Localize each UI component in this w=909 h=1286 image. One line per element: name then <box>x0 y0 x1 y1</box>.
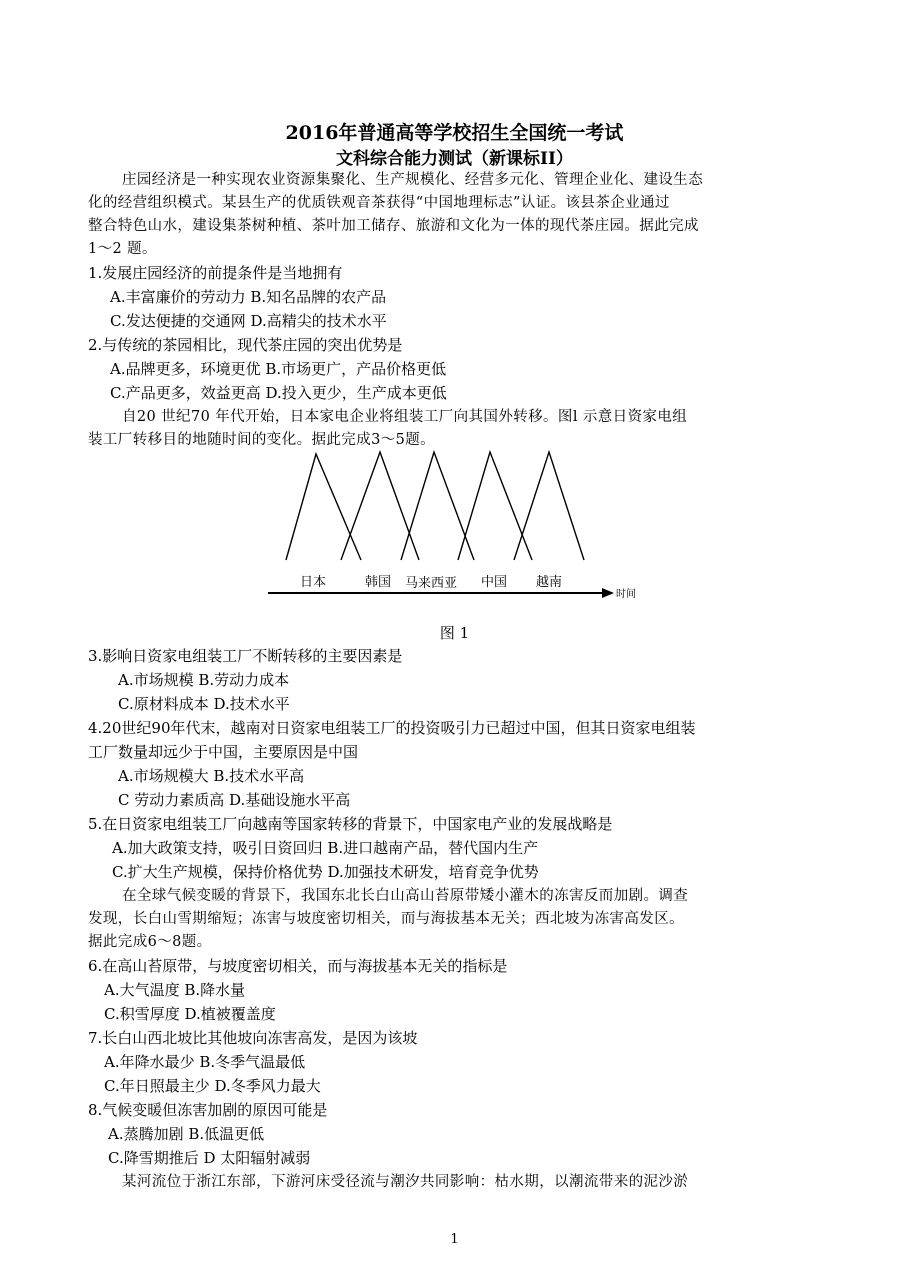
question-2-options-cd: C.产品更多，效益更高 D.投入更少，生产成本更低 <box>110 384 447 402</box>
country-label-malaysia: 马来西亚 <box>405 576 458 591</box>
question-3-options-cd: C.原材料成本 D.技术水平 <box>118 695 290 713</box>
question-1-stem: 1.发展庄园经济的前提条件是当地拥有 <box>88 264 343 282</box>
question-6-options-ab: A.大气温度 B.降水量 <box>104 981 246 999</box>
time-axis-arrow-icon <box>602 588 614 598</box>
triangle-japan <box>286 454 361 560</box>
exam-title: 2016年普通高等学校招生全国统一考试 <box>285 122 624 144</box>
question-5-options-ab: A.加大政策支持，吸引日资回归 B.进口越南产品，替代国内生产 <box>112 839 539 857</box>
question-2-options-ab: A.品牌更多，环境更优 B.市场更广，产品价格更低 <box>110 360 447 378</box>
time-axis-label: 时间 <box>616 589 636 600</box>
question-4-options-cd: C 劳动力素质高 D.基础设施水平高 <box>118 791 351 809</box>
country-label-china: 中国 <box>481 575 508 590</box>
passage2-line: 装工厂转移目的地随时间的变化。据此完成3～5题。 <box>88 432 436 448</box>
question-8-options-cd: C.降雪期推后 D 太阳辐射减弱 <box>108 1149 311 1167</box>
question-7-options-ab: A.年降水最少 B.冬季气温最低 <box>104 1053 306 1071</box>
question-6-options-cd: C.积雪厚度 D.植被覆盖度 <box>104 1005 276 1023</box>
question-4-stem-cont: 工厂数量却远少于中国，主要原因是中国 <box>88 743 359 761</box>
country-label-korea: 韩国 <box>365 575 392 590</box>
question-4-options-ab: A.市场规模大 B.技术水平高 <box>118 767 305 785</box>
question-3-stem: 3.影响日资家电组装工厂不断转移的主要因素是 <box>88 647 403 665</box>
question-8-options-ab: A.蒸腾加剧 B.低温更低 <box>108 1125 265 1143</box>
exam-subtitle: 文科综合能力测试（新课标II） <box>336 149 573 169</box>
triangle-china <box>458 452 532 560</box>
passage1-line: 1～2 题。 <box>88 241 157 257</box>
question-8-stem: 8.气候变暖但冻害加剧的原因可能是 <box>88 1101 328 1119</box>
question-1-options-ab: A.丰富廉价的劳动力 B.知名品牌的农产品 <box>110 288 387 306</box>
country-label-japan: 日本 <box>300 575 327 590</box>
passage1-line: 庄园经济是一种实现农业资源集聚化、生产规模化、经营多元化、管理企业化、建设生态 <box>122 172 704 188</box>
triangle-vietnam <box>514 452 584 560</box>
passage1-line: 化的经营组织模式。某县生产的优质铁观音茶获得“中国地理标志”认证。该县茶企业通过 <box>88 195 670 211</box>
country-label-vietnam: 越南 <box>536 575 563 590</box>
question-7-options-cd: C.年日照最主少 D.冬季风力最大 <box>104 1077 321 1095</box>
question-6-stem: 6.在高山苔原带，与坡度密切相关，而与海拔基本无关的指标是 <box>88 957 508 975</box>
question-5-stem: 5.在日资家电组装工厂向越南等国家转移的背景下，中国家电产业的发展战略是 <box>88 815 613 833</box>
passage2-line: 自20 世纪70 年代开始，日本家电企业将组装工厂向其国外转移。图l 示意日资家电组 <box>122 409 688 425</box>
passage1-line: 整合特色山水，建设集茶树种植、茶叶加工储存、旅游和文化为一体的现代茶庄园。据此完成 <box>88 218 699 234</box>
question-7-stem: 7.长白山西北坡比其他坡向冻害高发，是因为该坡 <box>88 1029 418 1047</box>
figure-1-caption: 图 1 <box>439 624 470 642</box>
country-triangles <box>286 452 584 560</box>
passage3-line: 在全球气候变暖的背景下，我国东北长白山高山苔原带矮小灌木的冻害反而加剧。调查 <box>122 888 689 904</box>
page-number: 1 <box>450 1232 459 1247</box>
question-3-options-ab: A.市场规模 B.劳动力成本 <box>118 671 290 689</box>
question-4-stem: 4.20世纪90年代末，越南对日资家电组装工厂的投资吸引力已超过中国，但其日资家电组装 <box>88 719 696 737</box>
question-2-stem: 2.与传统的茶园相比，现代茶庄园的突出优势是 <box>88 336 403 354</box>
passage4-line: 某河流位于浙江东部，下游河床受径流与潮汐共同影响：枯水期，以潮流带来的泥沙淤 <box>122 1174 689 1190</box>
triangle-korea <box>341 452 419 560</box>
passage3-line: 发现，长白山雪期缩短；冻害与坡度密切相关，而与海拔基本无关；西北坡为冻害高发区。 <box>88 911 684 927</box>
question-5-options-cd: C.扩大生产规模，保持价格优势 D.加强技术研发，培育竞争优势 <box>112 863 539 881</box>
passage3-line: 据此完成6～8题。 <box>88 934 212 950</box>
question-1-options-cd: C.发达便捷的交通网 D.高精尖的技术水平 <box>110 312 387 330</box>
figure-1-diagram <box>262 446 652 612</box>
